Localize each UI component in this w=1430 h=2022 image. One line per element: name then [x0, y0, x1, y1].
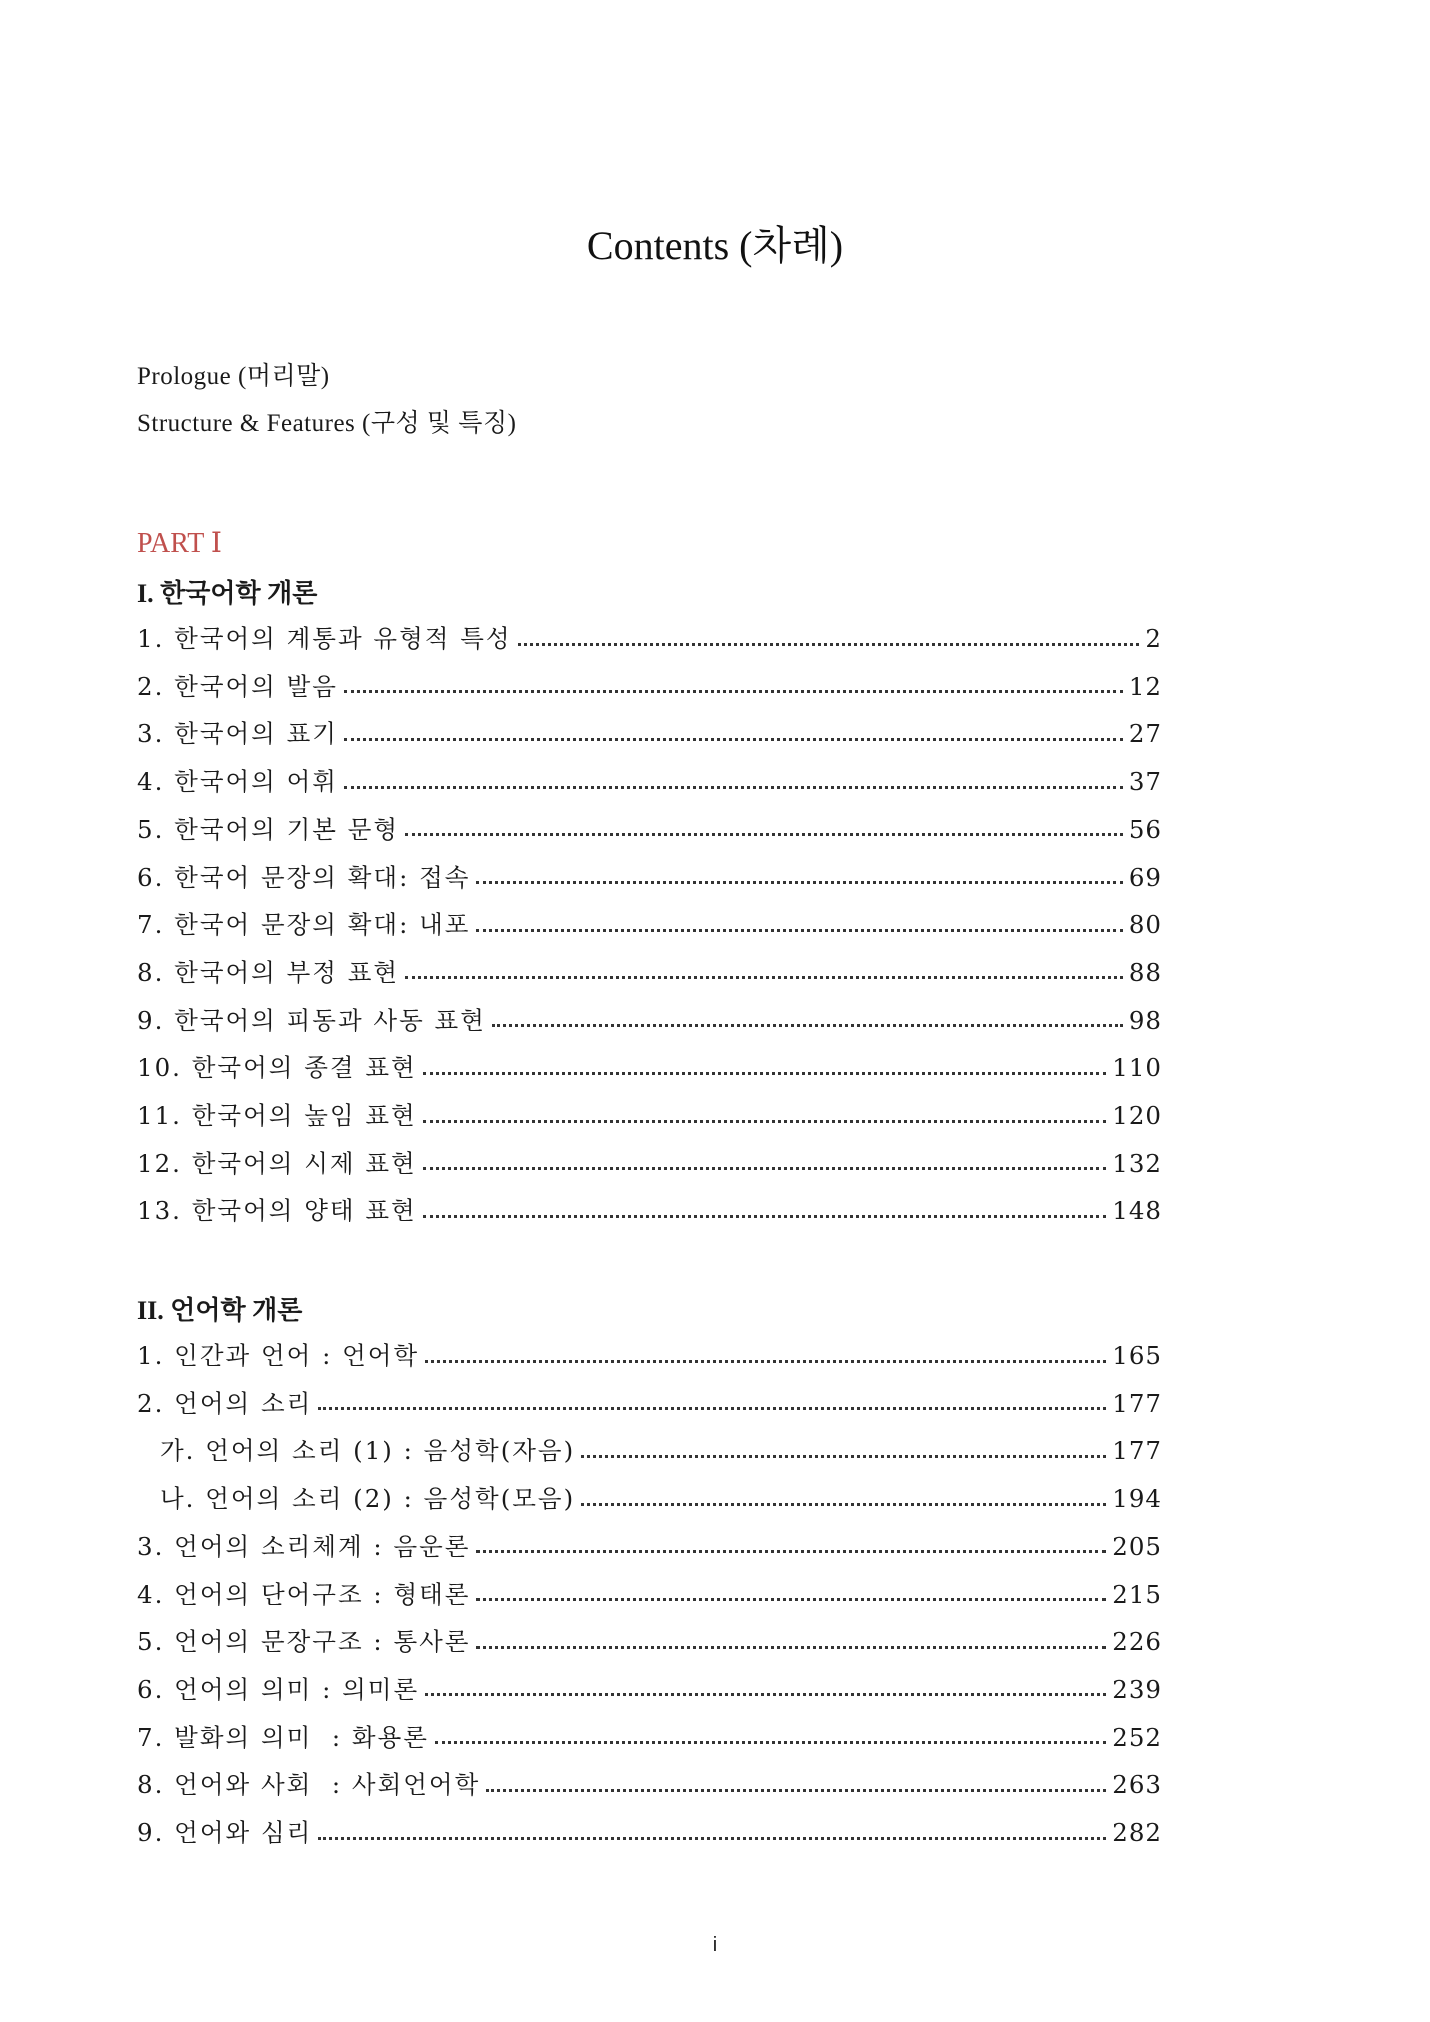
toc-entry-label: 7. 발화의 의미 : 화용론	[137, 1722, 429, 1752]
toc-entry-label: 9. 언어와 심리	[137, 1818, 313, 1847]
toc-entry[interactable]	[137, 1623, 1162, 1663]
toc-entry-label: 8. 언어와 사회 : 사회언어학	[137, 1770, 481, 1800]
dot-leader	[476, 1646, 1106, 1649]
toc-entry-page: 165	[1112, 1341, 1162, 1370]
dot-leader	[492, 1024, 1123, 1027]
toc-entry[interactable]	[137, 1576, 1162, 1616]
dot-leader	[486, 1789, 1106, 1792]
toc-entry[interactable]	[137, 1097, 1162, 1137]
toc-entry-page: 177	[1112, 1436, 1162, 1466]
dot-leader	[518, 643, 1140, 646]
toc-entry[interactable]	[137, 1337, 1162, 1377]
toc-entry-page: 88	[1128, 957, 1162, 987]
toc-entry[interactable]	[137, 620, 1162, 660]
toc-entry-label: 7. 한국어 문장의 확대: 내포	[137, 910, 471, 940]
part-label: PART Ⅰ	[137, 528, 222, 559]
toc-entry-page: 132	[1112, 1148, 1162, 1178]
toc-entry-page: 69	[1128, 862, 1162, 892]
page-number-footer: i	[712, 1934, 718, 1956]
toc-subentry[interactable]	[160, 1480, 1162, 1520]
toc-entry-page: 263	[1112, 1770, 1162, 1800]
toc-entry-page: 80	[1128, 910, 1162, 940]
toc-entry[interactable]	[137, 1766, 1162, 1806]
toc-entry[interactable]	[137, 1385, 1162, 1425]
toc-entry-page: 239	[1112, 1674, 1162, 1704]
toc-entry-page: 98	[1128, 1005, 1162, 1035]
toc-entry-page: 215	[1112, 1579, 1162, 1609]
toc-entry-label: 2. 언어의 소리	[137, 1388, 313, 1418]
toc-entry[interactable]	[137, 1671, 1162, 1711]
dot-leader	[423, 1072, 1107, 1075]
dot-leader	[476, 881, 1122, 884]
toc-entry-label: 가. 언어의 소리 (1) : 음성학(자음)	[160, 1436, 576, 1466]
toc-entry-label: 나. 언어의 소리 (2) : 음성학(모음)	[160, 1484, 576, 1514]
toc-entry-label: 6. 언어의 의미 : 의미론	[137, 1674, 420, 1704]
toc-entry[interactable]	[137, 1528, 1162, 1568]
toc-entry-label: 10. 한국어의 종결 표현	[137, 1053, 417, 1083]
dot-leader	[435, 1741, 1106, 1744]
dot-leader	[318, 1837, 1106, 1840]
toc-entry-label: 1. 한국어의 계통과 유형적 특성	[137, 624, 512, 653]
toc-entry-page: 226	[1112, 1627, 1162, 1657]
toc-entry[interactable]	[137, 811, 1162, 851]
toc-entry-page: 120	[1112, 1101, 1162, 1130]
toc-entry-prologue[interactable]: Prologue (머리말)	[137, 363, 330, 390]
toc-entry-label: 3. 한국어의 표기	[137, 719, 338, 749]
toc-subentry[interactable]	[160, 1432, 1162, 1472]
toc-entry-page: 56	[1128, 814, 1162, 844]
dot-leader	[476, 1598, 1106, 1601]
toc-entry-label: 11. 한국어의 높임 표현	[137, 1101, 417, 1130]
toc-entry-label: 8. 한국어의 부정 표현	[137, 957, 400, 987]
dot-leader	[318, 1407, 1106, 1410]
toc-entry-page: 110	[1112, 1053, 1162, 1083]
toc-entry-label: 5. 한국어의 기본 문형	[137, 814, 400, 844]
dot-leader	[344, 738, 1123, 741]
toc-entry-label: 5. 언어의 문장구조 : 통사론	[137, 1627, 471, 1657]
chapter-heading-2[interactable]: II. 언어학 개론	[137, 1296, 303, 1325]
dot-leader	[476, 1550, 1106, 1553]
toc-entry[interactable]	[137, 763, 1162, 803]
toc-entry-label: 4. 한국어의 어휘	[137, 767, 338, 797]
toc-entry-structure-features[interactable]: Structure & Features (구성 및 특징)	[137, 410, 517, 437]
dot-leader	[425, 1693, 1106, 1696]
page-title: Contents (차례)	[586, 223, 844, 268]
toc-entry-page: 194	[1112, 1484, 1162, 1514]
dot-leader	[405, 833, 1123, 836]
dot-leader	[476, 929, 1122, 932]
toc-entry[interactable]	[137, 1192, 1162, 1232]
toc-entry-label: 1. 인간과 언어 : 언어학	[137, 1341, 420, 1370]
dot-leader	[581, 1503, 1106, 1506]
toc-entry[interactable]	[137, 1049, 1162, 1089]
toc-entry[interactable]	[137, 1719, 1162, 1759]
toc-entry[interactable]	[137, 715, 1162, 755]
toc-entry[interactable]	[137, 906, 1162, 946]
toc-entry-label: 3. 언어의 소리체계 : 음운론	[137, 1531, 471, 1561]
dot-leader	[423, 1167, 1107, 1170]
toc-entry-page: 205	[1112, 1531, 1162, 1561]
toc-entry[interactable]	[137, 859, 1162, 899]
dot-leader	[405, 976, 1123, 979]
toc-entry[interactable]	[137, 954, 1162, 994]
toc-entry-page: 12	[1128, 671, 1162, 701]
toc-entry-page: 177	[1112, 1388, 1162, 1418]
toc-entry-label: 6. 한국어 문장의 확대: 접속	[137, 862, 471, 892]
dot-leader	[581, 1455, 1106, 1458]
toc-entry-page: 2	[1145, 624, 1162, 653]
dot-leader	[425, 1360, 1106, 1363]
toc-entry[interactable]	[137, 1145, 1162, 1185]
toc-entry-page: 148	[1112, 1196, 1162, 1226]
toc-entry[interactable]	[137, 668, 1162, 708]
chapter-heading-1[interactable]: I. 한국어학 개론	[137, 579, 318, 608]
dot-leader	[423, 1120, 1107, 1123]
toc-entry-label: 9. 한국어의 피동과 사동 표현	[137, 1005, 486, 1035]
toc-entry-label: 12. 한국어의 시제 표현	[137, 1148, 417, 1178]
dot-leader	[344, 690, 1123, 693]
toc-entry-page: 282	[1112, 1818, 1162, 1847]
dot-leader	[423, 1215, 1107, 1218]
toc-entry-label: 13. 한국어의 양태 표현	[137, 1196, 417, 1226]
toc-entry-label: 4. 언어의 단어구조 : 형태론	[137, 1579, 471, 1609]
toc-entry[interactable]	[137, 1002, 1162, 1042]
toc-entry[interactable]	[137, 1814, 1162, 1854]
dot-leader	[344, 786, 1123, 789]
toc-entry-label: 2. 한국어의 발음	[137, 671, 338, 701]
toc-entry-page: 27	[1128, 719, 1162, 749]
toc-entry-page: 252	[1112, 1722, 1162, 1752]
toc-entry-page: 37	[1128, 767, 1162, 797]
